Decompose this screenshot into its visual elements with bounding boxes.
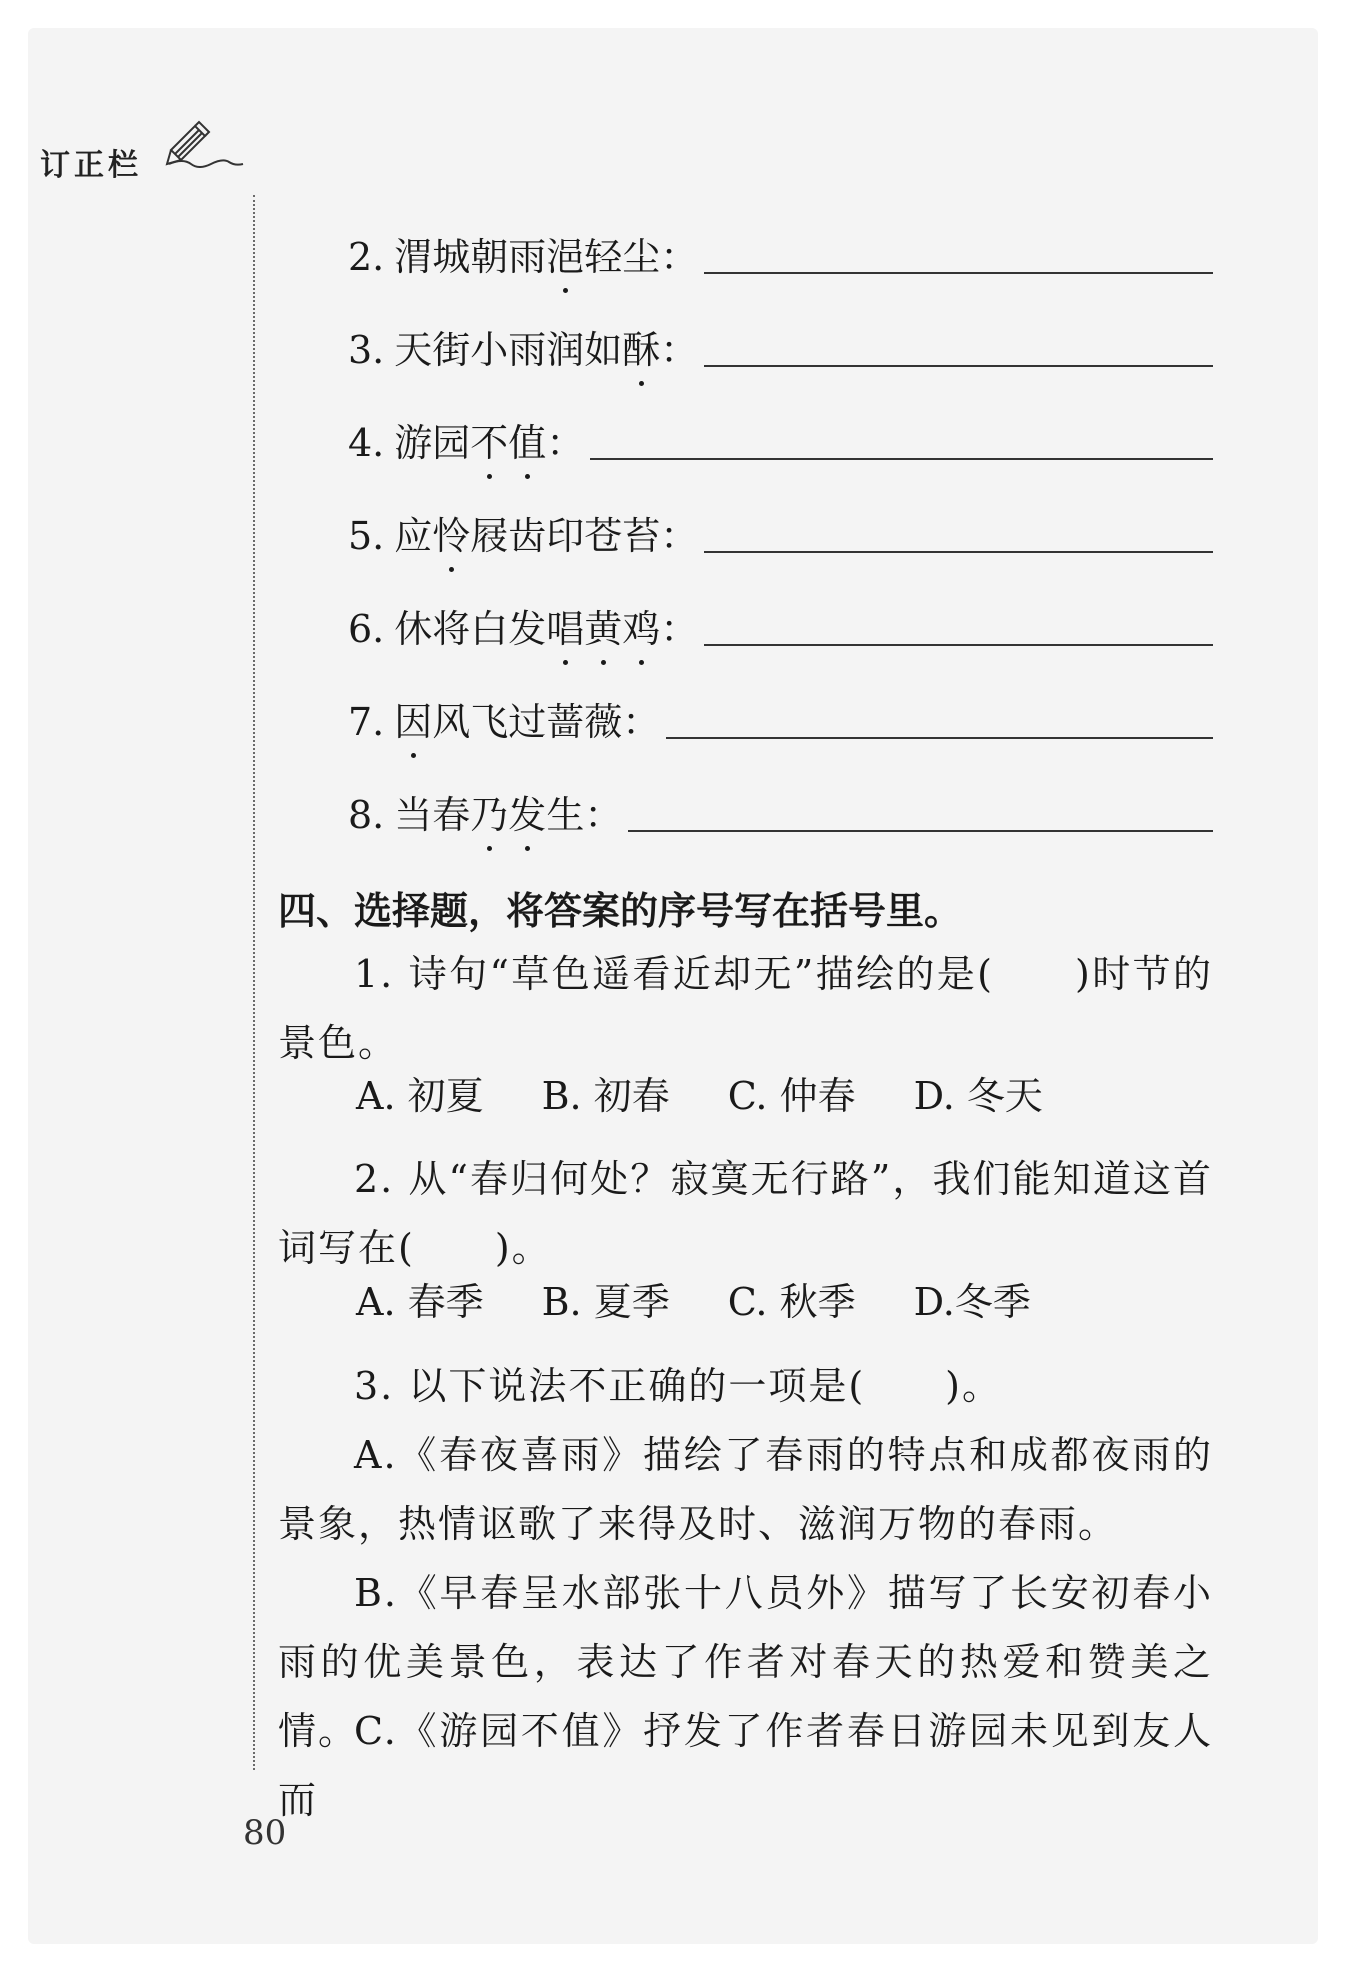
- text-segment: ：: [660, 328, 699, 372]
- item-text: [394, 514, 699, 558]
- item-text: [394, 235, 699, 279]
- item-number: 8.: [348, 793, 385, 837]
- question-2-options: [356, 1280, 1031, 1324]
- correction-column-label: 订正栏: [40, 148, 142, 183]
- answer-line[interactable]: [628, 830, 1213, 832]
- emphasized-char: 鸡: [622, 607, 661, 651]
- option-d: D. 冬天: [913, 1074, 1043, 1118]
- fill-item: [348, 235, 1213, 279]
- question-2: 2. 从“春归何处？寂寞无行路”，我们能知道这首词写在( )。: [278, 1157, 1213, 1270]
- item-number: 3.: [348, 328, 385, 372]
- option-c: C. 秋季: [727, 1280, 856, 1324]
- emphasized-char: 值: [508, 421, 547, 465]
- emphasized-char: 乃: [470, 793, 509, 837]
- emphasized-char: 酥: [622, 328, 661, 372]
- item-text: [394, 421, 585, 465]
- question-3-option-a: A.《春夜喜雨》描绘了春雨的特点和成都夜雨的景象，热情讴歌了来得及时、滋润万物的春雨。: [278, 1433, 1213, 1546]
- text-segment: 轻尘：: [584, 235, 699, 279]
- item-number: 5.: [348, 514, 385, 558]
- text-segment: 生：: [546, 793, 623, 837]
- text-segment: 屐齿印苍苔：: [470, 514, 699, 558]
- answer-line[interactable]: [704, 551, 1213, 553]
- item-number: 6.: [348, 607, 385, 651]
- question-3-option-c: C.《游园不值》抒发了作者春日游园未见到友人而: [278, 1709, 1213, 1822]
- text-segment: 应: [394, 514, 433, 558]
- item-text: [394, 607, 699, 651]
- margin-dotted-line: [253, 195, 255, 1770]
- text-segment: 风飞过蔷薇：: [432, 700, 661, 744]
- text-segment: ：: [546, 421, 585, 465]
- option-d: D.冬季: [913, 1280, 1031, 1324]
- item-number: 7.: [348, 700, 385, 744]
- fill-item: [348, 514, 1213, 558]
- emphasized-char: 浥: [546, 235, 585, 279]
- option-a: A. 初夏: [356, 1074, 484, 1118]
- text-segment: 休将白发: [394, 607, 547, 651]
- fill-item: [348, 421, 1213, 465]
- item-number: 4.: [348, 421, 385, 465]
- emphasized-char: 唱: [546, 607, 585, 651]
- option-b: B. 夏季: [541, 1280, 670, 1324]
- answer-line[interactable]: [666, 737, 1213, 739]
- text-segment: 渭城朝雨: [394, 235, 547, 279]
- pencil-icon: [165, 118, 245, 168]
- emphasized-char: 因: [394, 700, 433, 744]
- fill-item: [348, 700, 1213, 744]
- emphasized-char: 怜: [432, 514, 471, 558]
- item-text: [394, 793, 623, 837]
- answer-line[interactable]: [704, 644, 1213, 646]
- question-1-options: [356, 1074, 1043, 1118]
- page-number: 80: [243, 1813, 287, 1853]
- question-3: 3. 以下说法不正确的一项是( )。: [354, 1364, 1002, 1408]
- text-segment: 游园: [394, 421, 471, 465]
- option-a: A. 春季: [356, 1280, 484, 1324]
- section-4-title: 四、选择题，将答案的序号写在括号里。: [278, 889, 963, 933]
- fill-item: [348, 793, 1213, 837]
- option-c: C. 仲春: [727, 1074, 856, 1118]
- item-text: [394, 328, 699, 372]
- item-text: [394, 700, 661, 744]
- fill-item: [348, 328, 1213, 372]
- item-number: 2.: [348, 235, 385, 279]
- question-1: 1. 诗句“草色遥看近却无”描绘的是( )时节的景色。: [278, 952, 1213, 1065]
- answer-line[interactable]: [704, 365, 1213, 367]
- emphasized-char: 黄: [584, 607, 623, 651]
- emphasized-char: 不: [470, 421, 509, 465]
- question-3-option-b: B.《早春呈水部张十八员外》描写了长安初春小雨的优美景色，表达了作者对春天的热爱和赞美之情。: [278, 1571, 1213, 1753]
- text-segment: 天街小雨润如: [394, 328, 623, 372]
- fill-item: [348, 607, 1213, 651]
- answer-line[interactable]: [590, 458, 1213, 460]
- answer-line[interactable]: [704, 272, 1213, 274]
- emphasized-char: 发: [508, 793, 547, 837]
- option-b: B. 初春: [541, 1074, 670, 1118]
- text-segment: ：: [660, 607, 699, 651]
- text-segment: 当春: [394, 793, 471, 837]
